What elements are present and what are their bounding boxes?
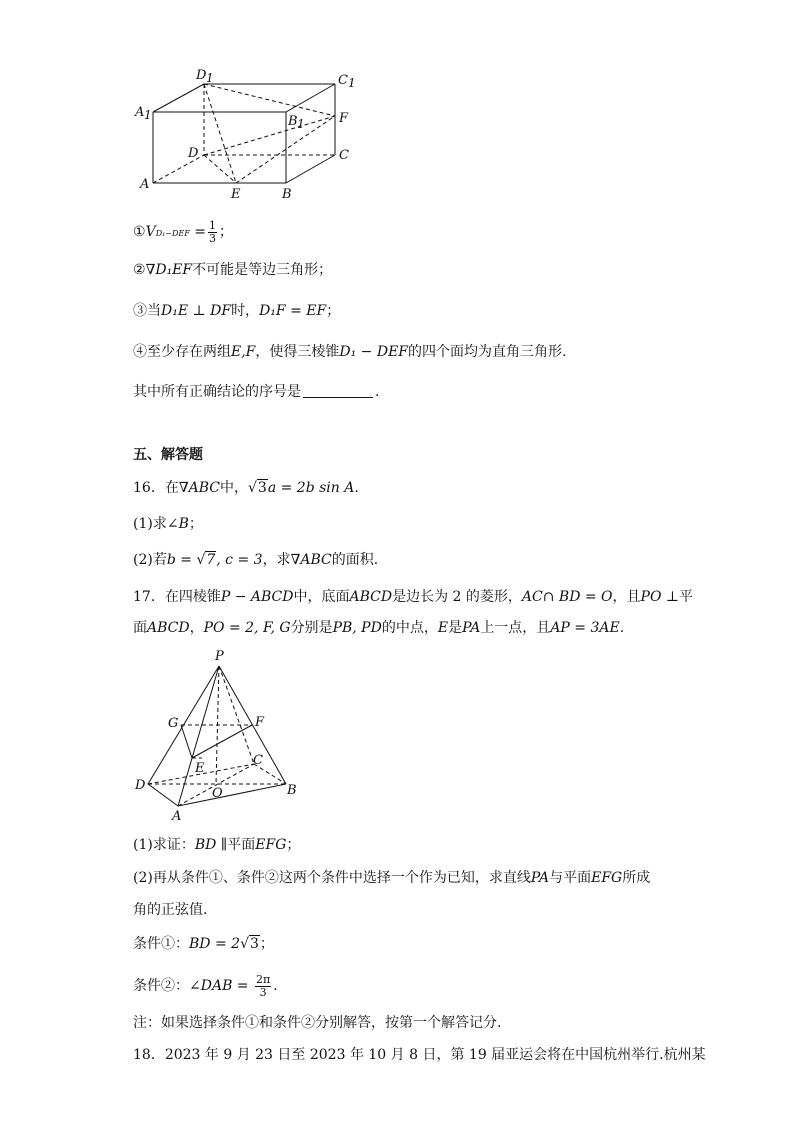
s3-mid: 时， [231,303,260,319]
q17-p1-text: 平面 [227,837,256,853]
q16-p2-end: 的面积. [331,552,379,568]
q17-p2-e1: PA [530,870,550,886]
q16-p2-mid: ，求 [262,552,291,568]
q17-l1-a: 17．在四棱锥 [133,589,221,605]
q17-l1-e1: P − ABCD [220,589,294,605]
q17-l2-e: 是 [448,620,463,636]
answer-blank [303,383,373,398]
q17-l2-e3: PB, PD [332,620,382,636]
q16-tri: ∇ABC [178,480,220,496]
s1-frac: $\frac{1}{3}$ [209,218,217,245]
label-A2: A [172,809,182,824]
q17-l1-d: ，且 [612,589,641,605]
label-D1: D [196,68,207,83]
s1-v: V [145,224,156,240]
q17-l2-e6: AP = 3AE [550,620,620,636]
s4-text: 的四个面均为直角三角形. [408,344,567,360]
q17-l1-f: 平 [679,589,694,605]
s4-expr1: E,F [231,344,256,360]
label-D2: D [135,778,146,793]
label-C1-sub: 1 [348,76,356,90]
question-17-part-2-line-1 [133,868,650,888]
scoring-note: 注：如果选择条件①和条件②分别解答，按第一个解答记分. [133,1015,502,1031]
s4-prefix: ④至少存在两组 [133,344,231,360]
c1-prefix: 条件①： [133,936,189,952]
s3-prefix: ③当 [133,303,161,319]
q16-p2-tri: ∇ABC [290,552,332,568]
s2-prefix: ② [133,262,146,278]
question-17-part-1 [133,835,300,855]
condition-1: 条件①：BD = 2√3； [133,936,274,952]
q17-l1-e3: AC∩ BD = O [521,589,613,605]
s3-end: ； [326,303,341,319]
ask-end: . [375,384,380,400]
label-P: P [215,649,224,664]
q17-p1-end: ； [286,837,301,853]
question-17-line-1 [133,587,693,607]
q17-p2-c: 所成 [622,870,651,886]
q16-eq: a = 2b sin A [267,480,355,496]
s3-expr1: D₁E ⊥ DF [161,303,232,319]
statement-1 [133,218,233,246]
condition-2 [133,970,278,1002]
c2-prefix: 条件②： [133,978,189,994]
label-A1-sub: 1 [144,108,152,122]
c1-end: ； [259,936,274,952]
label-B1-sub: 1 [297,117,305,131]
ask-text: 其中所有正确结论的序号是 [133,384,301,400]
q17-p1-expr2: EFG [255,837,287,853]
c2-frac: $\frac{2\pi}{3}$ [255,972,271,999]
label-E2: E [195,761,205,776]
q17-l2-d: 的中点， [381,620,438,636]
statement-2 [133,260,332,280]
q16-p1-end: ； [188,516,203,532]
q17-l2-a: 面 [133,620,147,636]
q17-p2-a: (2)再从条件①、条件②这两个条件中选择一个作为已知，求直线 [133,870,531,886]
q16-p2-prefix: (2)若 [133,552,167,568]
q17-l2-e1: ABCD [147,620,190,636]
label-B: B [282,187,292,202]
q16-p2-expr1: b = [166,552,197,568]
q17-l1-e4: PO ⊥ [640,589,680,605]
question-17-part-2-line-2: 角的正弦值. [133,902,208,918]
label-G: G [168,716,179,731]
label-F2: F [255,715,265,730]
label-O: O [212,786,223,801]
label-D1-sub: 1 [206,71,214,85]
q17-p1-expr: BD ∥ [194,837,228,853]
label-C2: C [253,753,263,768]
q17-l1-b: 中，底面 [293,589,350,605]
label-A: A [140,177,150,192]
label-E: E [231,187,241,202]
figure-prism [130,62,360,202]
s1-eq: = [194,224,207,240]
figure-pyramid [130,646,310,824]
question-16: 16．在∇ABC中，√3a = 2b sin A. [133,480,359,496]
label-A1: A [135,105,145,120]
q16-num: 16．在 [133,480,179,496]
q17-l2-b: ， [189,620,204,636]
label-D: D [188,146,199,161]
label-C1: C [338,73,348,88]
question-16-part-2: (2)若b = √7, c = 3，求∇ABC的面积. [133,552,379,568]
s1-sub: D₁−DEF [155,229,190,238]
s1-end: ； [219,224,234,240]
q17-l1-e2: ABCD [349,589,393,605]
question-16-part-1 [133,514,203,534]
s4-mid: ，使得三棱锥 [255,344,340,360]
q16-p2-sqrt: 7 [206,552,216,568]
s1-prefix: ① [133,224,146,240]
s4-expr2: D₁ − DEF [339,344,409,360]
q17-l2-c: 分别是 [290,620,333,636]
q17-p1-prefix: (1)求证： [133,837,195,853]
q16-p2-expr2: , c = 3 [216,552,263,568]
q17-l2-e5: PA [462,620,481,636]
q17-l2-g: . [619,620,625,636]
s2-expr: ∇D₁EF [145,262,193,278]
q17-l2-f: 上一点，且 [480,620,551,636]
c1-expr: BD = 2 [189,936,241,952]
c1-sqrt: 3 [249,936,259,952]
c2-expr: ∠DAB = [189,978,253,994]
label-B2: B [287,783,297,798]
question-18: 18．2023 年 9 月 23 日至 2023 年 10 月 8 日，第 19 届亚运会将在中国杭州举行.杭州某 [133,1047,706,1063]
question-17-line-2 [133,618,624,638]
s2-text: 不可能是等边三角形； [192,262,333,278]
q16-end: . [354,480,359,496]
label-C: C [339,148,349,163]
q17-l1-c: 是边长为 2 的菱形， [392,589,522,605]
section-title: 五、解答题 [133,447,203,463]
q17-p2-b: 与平面 [549,870,592,886]
statement-3 [133,301,340,321]
label-B1: B [288,114,298,129]
q16-p1-expr: ∠B [166,516,189,532]
q17-p2-e2: EFG [591,870,623,886]
q16-mid: 中， [219,480,248,496]
q16-sqrt: 3 [257,480,267,496]
question-15-ask [133,382,379,402]
c2-end: . [273,978,278,994]
q16-p1-prefix: (1)求 [133,516,167,532]
q17-l2-e2: PO = 2, F, G [203,620,291,636]
statement-4 [133,342,566,362]
label-F: F [339,111,349,126]
q17-l2-e4: E [437,620,449,636]
s3-expr2: D₁F = EF [259,303,327,319]
